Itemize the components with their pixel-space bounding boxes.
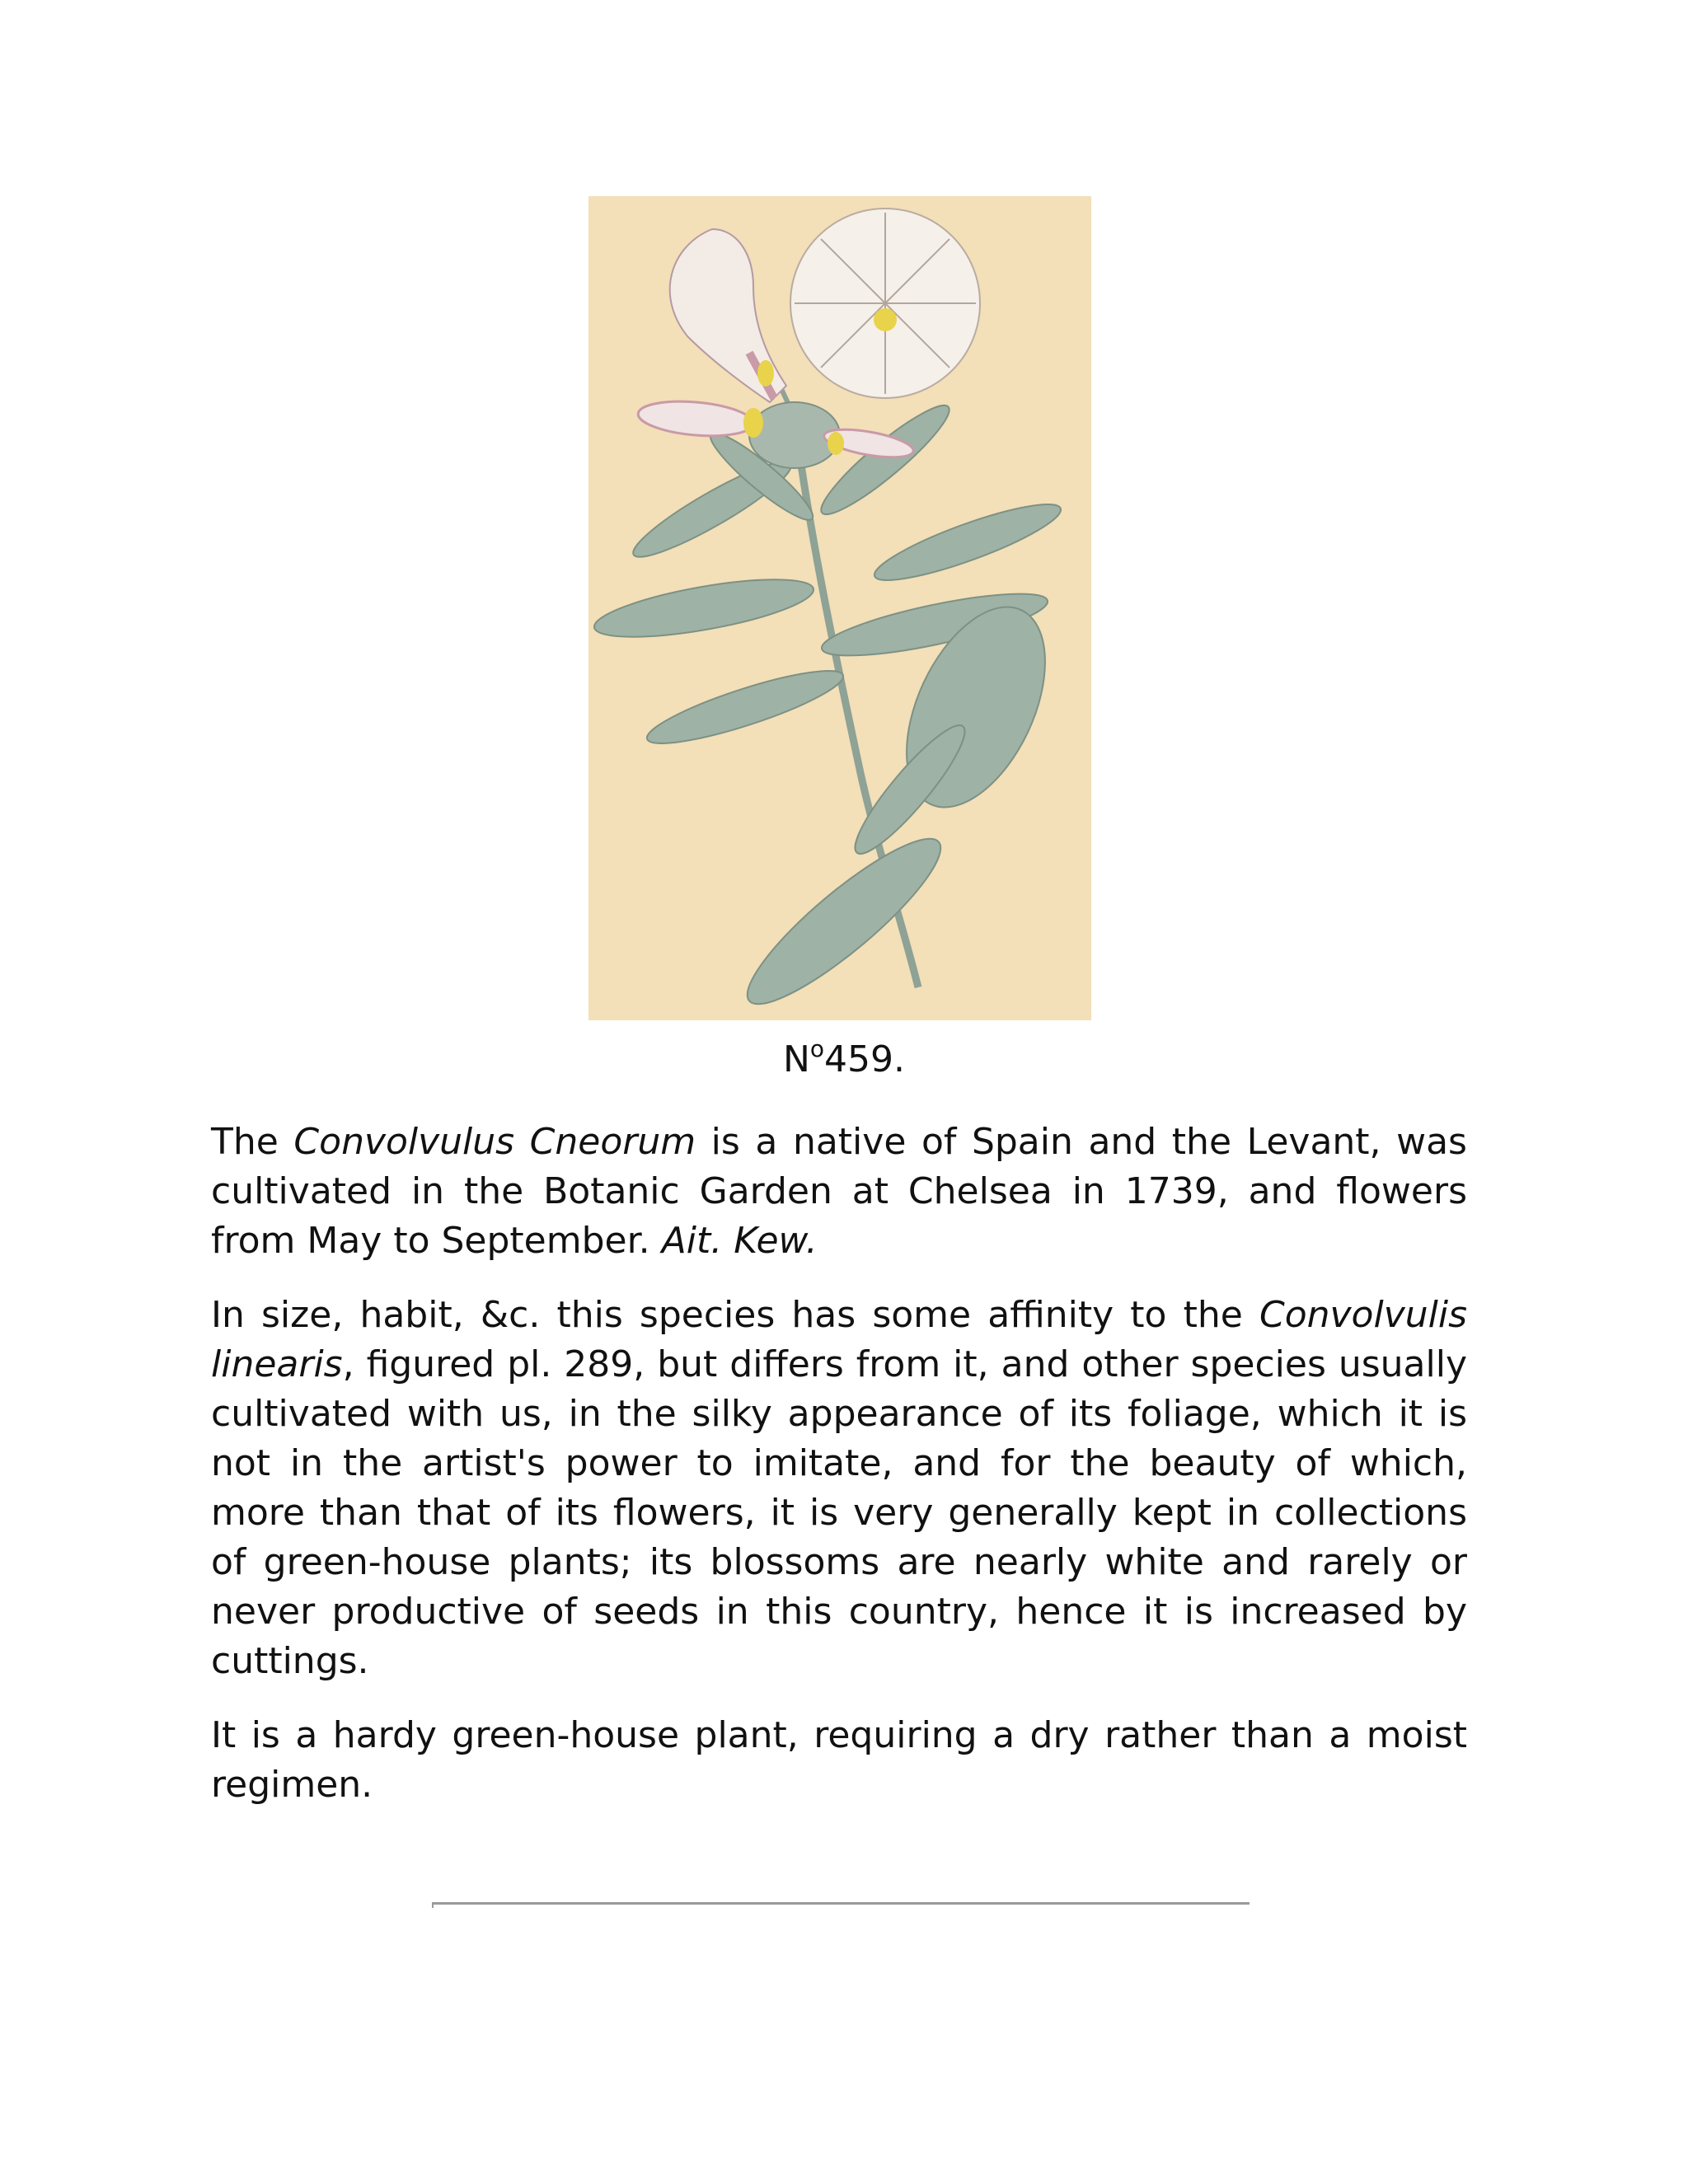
trumpet-flower xyxy=(670,229,786,402)
description-text xyxy=(211,1118,1467,1835)
text-run: In size, habit, &c. this species has some affinity to the xyxy=(211,1294,1259,1336)
text-run: is a native of Spain and the Levant, was cultivated in the Botanic Garden at Chelsea in 1739, and flowers from May to September. xyxy=(211,1121,1467,1262)
paragraph-origin xyxy=(211,1118,1467,1266)
plate-number xyxy=(0,1037,1688,1083)
species-name: Convolvulis linearis xyxy=(211,1294,1467,1385)
paragraph-culture: It is a hardy green-house plant, requiring a dry rather than a moist regimen. xyxy=(211,1714,1467,1806)
citation: Ait. Kew. xyxy=(661,1220,818,1262)
plate-number-superscript: o xyxy=(809,1035,825,1062)
open-flower xyxy=(790,209,980,398)
plate-number-prefix: N xyxy=(782,1038,810,1080)
botanical-plate-illustration xyxy=(588,196,1091,1020)
text-run: The xyxy=(211,1121,294,1163)
paragraph-description xyxy=(211,1291,1467,1686)
horizontal-rule xyxy=(432,1902,1250,1908)
text-run: , figured pl. 289, but differs from it, and other species usually cultivated with us, in the silky appearance of its foliage, which it is not in the artist's power to imitate, and for the beauty of which, more than that of its flowers, it is very generally kept in collections of green-house plants; its blossoms are nearly white and rarely or never productive of seeds in this country, hence it is increased by cuttings. xyxy=(211,1343,1467,1682)
convolvulus-plant-drawing xyxy=(588,196,1091,1020)
species-name: Convolvulus Cneorum xyxy=(293,1121,696,1163)
plate-number-value: 459. xyxy=(824,1038,906,1080)
